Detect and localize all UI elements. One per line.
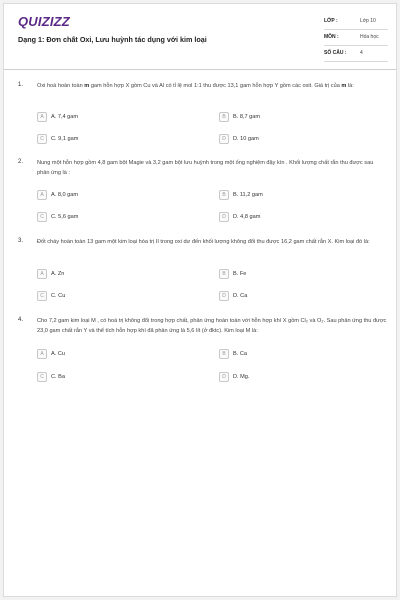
option-label: B. Fe: [233, 270, 247, 277]
option-letter-box: B: [219, 269, 229, 279]
meta-value-class: Lớp 10: [360, 18, 376, 24]
option-label: A. Cu: [51, 350, 65, 357]
option-label: D. 10 gam: [233, 135, 259, 142]
option-letter-box: D: [219, 212, 229, 222]
question-number: 4.: [18, 317, 24, 323]
option-label: D. Ca: [233, 292, 248, 299]
option-letter-box: D: [219, 134, 229, 144]
option-label: B. 8,7 gam: [233, 113, 261, 120]
option-letter-box: D: [219, 291, 229, 301]
option-letter-box: B: [219, 190, 229, 200]
option-letter-box: A: [37, 112, 47, 122]
question-text: Oxi hoá hoàn toàn m gam hỗn hợp X gồm Cu và Al có tỉ lệ mol 1:1 thu được 13,1 gam hỗn hợp Y gồm các oxit. Giá trị của m là:: [37, 83, 354, 89]
option-label: D. 4,8 gam: [233, 213, 261, 220]
meta-value-count: 4: [360, 50, 363, 56]
meta-divider: [324, 45, 388, 46]
option-letter-box: B: [219, 112, 229, 122]
meta-label-class: LỚP :: [324, 18, 338, 24]
option-label: C. 5,6 gam: [51, 213, 79, 220]
question-number: 3.: [18, 238, 24, 244]
question-text: Nung một hỗn hợp gồm 4,8 gam bột Magie và 3,2 gam bột lưu huỳnh trong một ống nghiệm đậy kín . Khối lượng chất rắn thu được sau phản ứng là :: [37, 160, 374, 176]
option-label: B. 11,2 gam: [233, 191, 263, 198]
meta-label-count: SỐ CÂU :: [324, 50, 347, 56]
option-label: A. Zn: [51, 270, 65, 277]
question-text: Cho 7,2 gam kim loại M , có hoá trị không đổi trong hợp chất, phản ứng hoàn toàn với hỗn hợp khí X gồm Cl₂ và O₂. Sau phản ứng thu được 23,0 gam chất rắn Y và thể tích hỗn hợp khí đã phản ứng là 5,6 lít (ở đktc). Kim loại M là:: [37, 318, 387, 334]
option-letter-box: C: [37, 291, 47, 301]
worksheet-header: [4, 4, 396, 70]
meta-divider: [324, 61, 388, 62]
option-label: A. 7,4 gam: [51, 113, 79, 120]
option-letter-box: A: [37, 269, 47, 279]
option-label: A. 8,0 gam: [51, 191, 79, 198]
option-letter-box: B: [219, 349, 229, 359]
meta-divider: [324, 29, 388, 30]
option-letter-box: C: [37, 212, 47, 222]
meta-value-subject: Hóa học: [360, 34, 379, 40]
option-letter-box: A: [37, 349, 47, 359]
meta-label-subject: MÔN :: [324, 34, 339, 40]
option-letter-box: C: [37, 372, 47, 382]
option-letter-box: A: [37, 190, 47, 200]
option-label: B. Ca: [233, 350, 247, 357]
quizizz-logo: QUIZIZZ: [18, 14, 70, 29]
option-label: C. 9,1 gam: [51, 135, 79, 142]
option-letter-box: D: [219, 372, 229, 382]
option-letter-box: C: [37, 134, 47, 144]
option-label: C. Ba: [51, 373, 65, 380]
worksheet-title: Dạng 1: Đơn chất Oxi, Lưu huỳnh tác dụng với kim loại: [18, 35, 207, 44]
question-text: Đốt cháy hoàn toàn 13 gam một kim loại hóa trị II trong oxi dư đến khối lượng không đổi thu được 16,2 gam chất rắn X. Kim loại đó là:: [37, 239, 370, 245]
worksheet-page: [3, 3, 397, 597]
option-label: D. Mg.: [233, 373, 250, 380]
question-number: 2.: [18, 159, 24, 165]
question-number: 1.: [18, 82, 24, 88]
option-label: C. Cu: [51, 292, 66, 299]
